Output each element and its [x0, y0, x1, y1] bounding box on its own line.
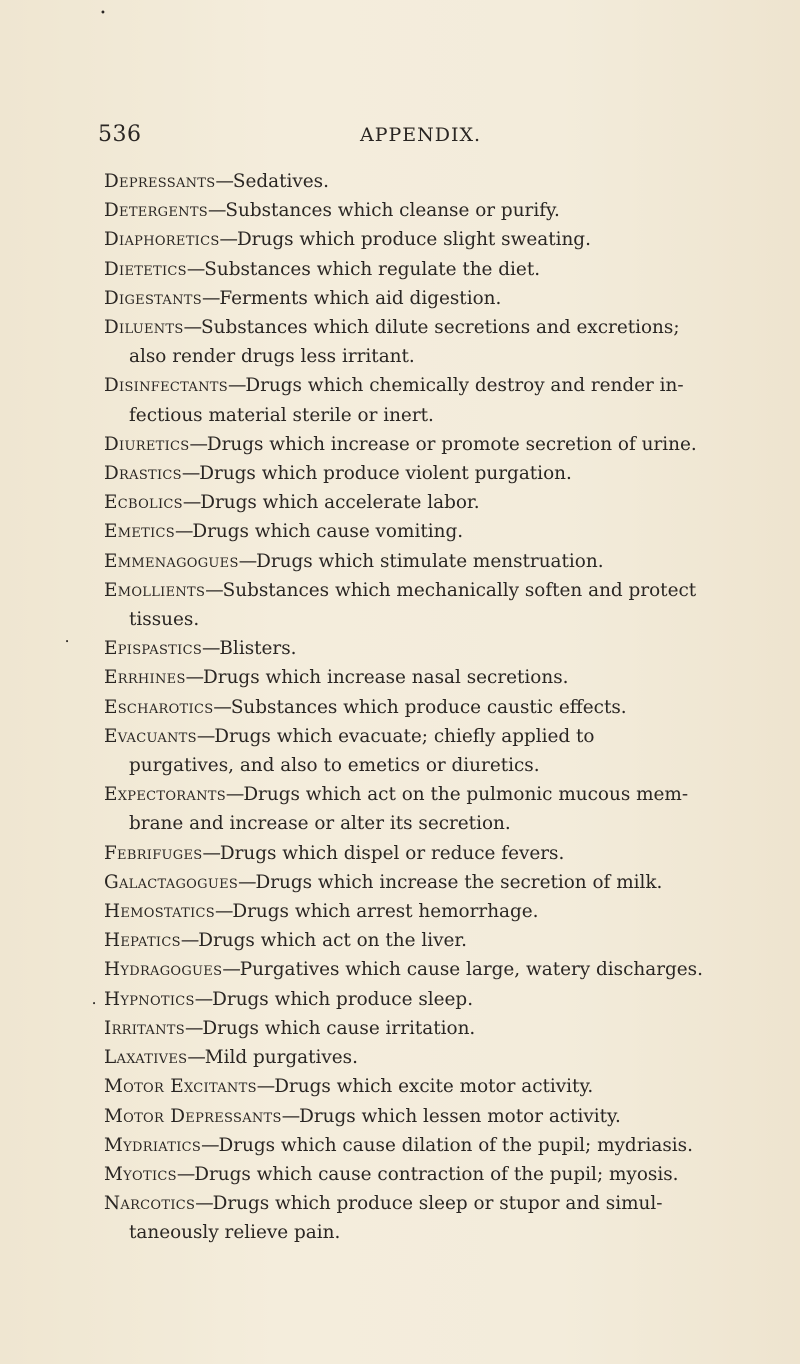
glossary-entry: Emollients—Substances which mechanically soften and protect tissues.: [104, 579, 697, 631]
entry-definition: Blisters.: [219, 638, 297, 660]
entry-term: Hepatics: [104, 930, 181, 952]
entry-term: Ecbolics: [104, 492, 183, 514]
entry-definition: Drugs which produce slight sweating.: [236, 229, 591, 251]
entry-term: Febrifuges: [104, 842, 203, 864]
entry-term: Diuretics: [104, 433, 190, 455]
glossary-entry: Diluents—Substances which dilute secretions and excretions; also render drugs less irritant.: [104, 317, 680, 368]
entry-definition: Drugs which chemically destroy and render in- fectious material sterile or inert.: [129, 375, 684, 426]
entry-term: Expectorants: [104, 784, 226, 806]
running-head: APPENDIX.: [360, 124, 482, 146]
glossary-entry: Diaphoretics—Drugs which produce slight sweating.: [104, 229, 591, 251]
entry-definition: Drugs which accelerate labor.: [200, 492, 480, 514]
entry-definition: Substances which dilute secretions and excretions; also render drugs less irritant.: [129, 317, 680, 368]
entry-definition: Drugs which lessen motor activity.: [299, 1105, 621, 1127]
entry-definition: Ferments which aid digestion.: [219, 287, 502, 309]
entry-term: Motor Excitants: [104, 1076, 257, 1098]
entry-term: Emollients: [104, 579, 206, 601]
glossary-entry: Hypnotics—Drugs which produce sleep.: [104, 988, 474, 1010]
entry-definition: Substances which mechanically soften and protect tissues.: [129, 579, 697, 631]
glossary-entry: Laxatives—Mild purgatives.: [104, 1047, 358, 1069]
entry-definition: Purgatives which cause large, watery discharges.: [239, 959, 703, 981]
glossary-entry: Errhines—Drugs which increase nasal secretions.: [104, 667, 569, 689]
page-header: [98, 122, 658, 158]
entry-term: Escharotics: [104, 696, 214, 718]
entry-term: Emetics: [104, 521, 175, 543]
glossary-entry: Drastics—Drugs which produce violent purgation.: [104, 463, 572, 485]
entry-definition: Drugs which stimulate menstruation.: [256, 550, 604, 572]
paper-speck: •: [92, 1000, 97, 1008]
glossary-entry: Irritants—Drugs which cause irritation.: [104, 1017, 476, 1039]
entry-term: Dietetics: [104, 258, 187, 280]
glossary-entry: Detergents—Substances which cleanse or purify.: [104, 200, 560, 222]
entry-definition: Drugs which act on the liver.: [198, 930, 467, 952]
glossary-entry: Narcotics—Drugs which produce sleep or stupor and simul- taneously relieve pain.: [104, 1193, 663, 1244]
entry-definition: Drugs which increase or promote secretion of urine.: [206, 433, 697, 455]
entry-definition: Drugs which evacuate; chiefly applied to purgatives, and also to emetics or diuretics.: [129, 725, 595, 777]
entry-definition: Drugs which arrest hemorrhage.: [232, 901, 539, 923]
glossary-entry: Motor Depressants—Drugs which lessen motor activity.: [104, 1105, 621, 1127]
glossary-entry: Evacuants—Drugs which evacuate; chiefly applied to purgatives, and also to emetics or diuretics.: [104, 725, 595, 777]
entry-term: Laxatives: [104, 1047, 188, 1069]
entry-term: Myotics: [104, 1163, 177, 1185]
entry-definition: Drugs which produce violent purgation.: [199, 463, 572, 485]
glossary-entry: Motor Excitants—Drugs which excite motor activity.: [104, 1076, 594, 1098]
glossary-entry: Disinfectants—Drugs which chemically destroy and render in- fectious material sterile or inert.: [104, 375, 684, 426]
glossary-entry: Expectorants—Drugs which act on the pulmonic mucous mem- brane and increase or alter its secretion.: [104, 784, 689, 835]
glossary-entry: Escharotics—Substances which produce caustic effects.: [104, 696, 627, 718]
glossary-entry: Galactagogues—Drugs which increase the secretion of milk.: [104, 871, 663, 893]
entry-term: Galactagogues: [104, 871, 239, 893]
entry-term: Digestants: [104, 287, 202, 309]
glossary-entry: Depressants—Sedatives.: [104, 171, 329, 192]
page-number: 536: [98, 122, 142, 147]
entry-definition: Substances which cleanse or purify.: [225, 200, 560, 222]
entry-term: Diluents: [104, 317, 184, 339]
entry-definition: Drugs which produce sleep or stupor and simul- taneously relieve pain.: [129, 1193, 663, 1244]
glossary-list: [104, 167, 704, 1248]
entry-definition: Drugs which act on the pulmonic mucous mem- brane and increase or alter its secretion.: [129, 784, 689, 835]
entry-definition: Drugs which dispel or reduce fevers.: [219, 842, 565, 864]
entry-term: Hemostatics: [104, 901, 215, 923]
entry-definition: Drugs which excite motor activity.: [274, 1076, 594, 1098]
glossary-entry: Febrifuges—Drugs which dispel or reduce fevers.: [104, 842, 565, 864]
entry-term: Disinfectants: [104, 375, 228, 397]
entry-term: Mydriatics: [104, 1134, 202, 1156]
glossary-entry: Hydragogues—Purgatives which cause large, watery discharges.: [104, 959, 703, 981]
entry-definition: Drugs which cause irritation.: [202, 1017, 476, 1039]
entry-definition: Drugs which cause contraction of the pupil; myosis.: [194, 1163, 679, 1185]
entry-term: Motor Depressants: [104, 1105, 282, 1127]
glossary-entry: Emmenagogues—Drugs which stimulate menstruation.: [104, 550, 604, 572]
entry-term: Errhines: [104, 667, 186, 689]
entry-definition: Drugs which produce sleep.: [212, 988, 474, 1010]
entry-term: Detergents: [104, 200, 209, 222]
entry-term: Emmenagogues: [104, 550, 239, 572]
entry-definition: Drugs which cause dilation of the pupil; mydriasis.: [218, 1134, 693, 1156]
entry-term: Narcotics: [104, 1193, 196, 1215]
glossary-entry: Mydriatics—Drugs which cause dilation of the pupil; mydriasis.: [104, 1134, 693, 1156]
entry-term: Epispastics: [104, 638, 203, 660]
entry-term: Evacuants: [104, 725, 197, 747]
entry-definition: Sedatives.: [232, 171, 329, 192]
entry-definition: Substances which produce caustic effects.: [230, 696, 627, 718]
glossary-entry: Digestants—Ferments which aid digestion.: [104, 287, 502, 309]
entry-term: Hydragogues: [104, 959, 223, 981]
entry-definition: Drugs which increase nasal secretions.: [203, 667, 569, 689]
paper-speck: •: [100, 8, 106, 19]
entry-term: Hypnotics: [104, 988, 195, 1010]
entry-term: Depressants: [104, 171, 216, 192]
entry-definition: Drugs which increase the secretion of milk.: [255, 871, 663, 893]
glossary-entry: Emetics—Drugs which cause vomiting.: [104, 521, 464, 543]
glossary-entry: Dietetics—Substances which regulate the diet.: [104, 258, 541, 280]
glossary-entry: Hepatics—Drugs which act on the liver.: [104, 930, 467, 952]
entry-term: Irritants: [104, 1017, 185, 1039]
glossary-entry: Ecbolics—Drugs which accelerate labor.: [104, 492, 480, 514]
paper-speck: •: [65, 638, 70, 646]
entry-definition: Substances which regulate the diet.: [204, 258, 541, 280]
glossary-entry: Myotics—Drugs which cause contraction of the pupil; myosis.: [104, 1163, 679, 1185]
entry-term: Drastics: [104, 463, 182, 485]
entry-definition: Drugs which cause vomiting.: [192, 521, 464, 543]
entry-definition: Mild purgatives.: [204, 1047, 358, 1069]
glossary-entry: Hemostatics—Drugs which arrest hemorrhage.: [104, 901, 539, 923]
glossary-entry: Epispastics—Blisters.: [104, 638, 297, 660]
glossary-entry: Diuretics—Drugs which increase or promote secretion of urine.: [104, 433, 697, 455]
entry-term: Diaphoretics: [104, 229, 220, 251]
